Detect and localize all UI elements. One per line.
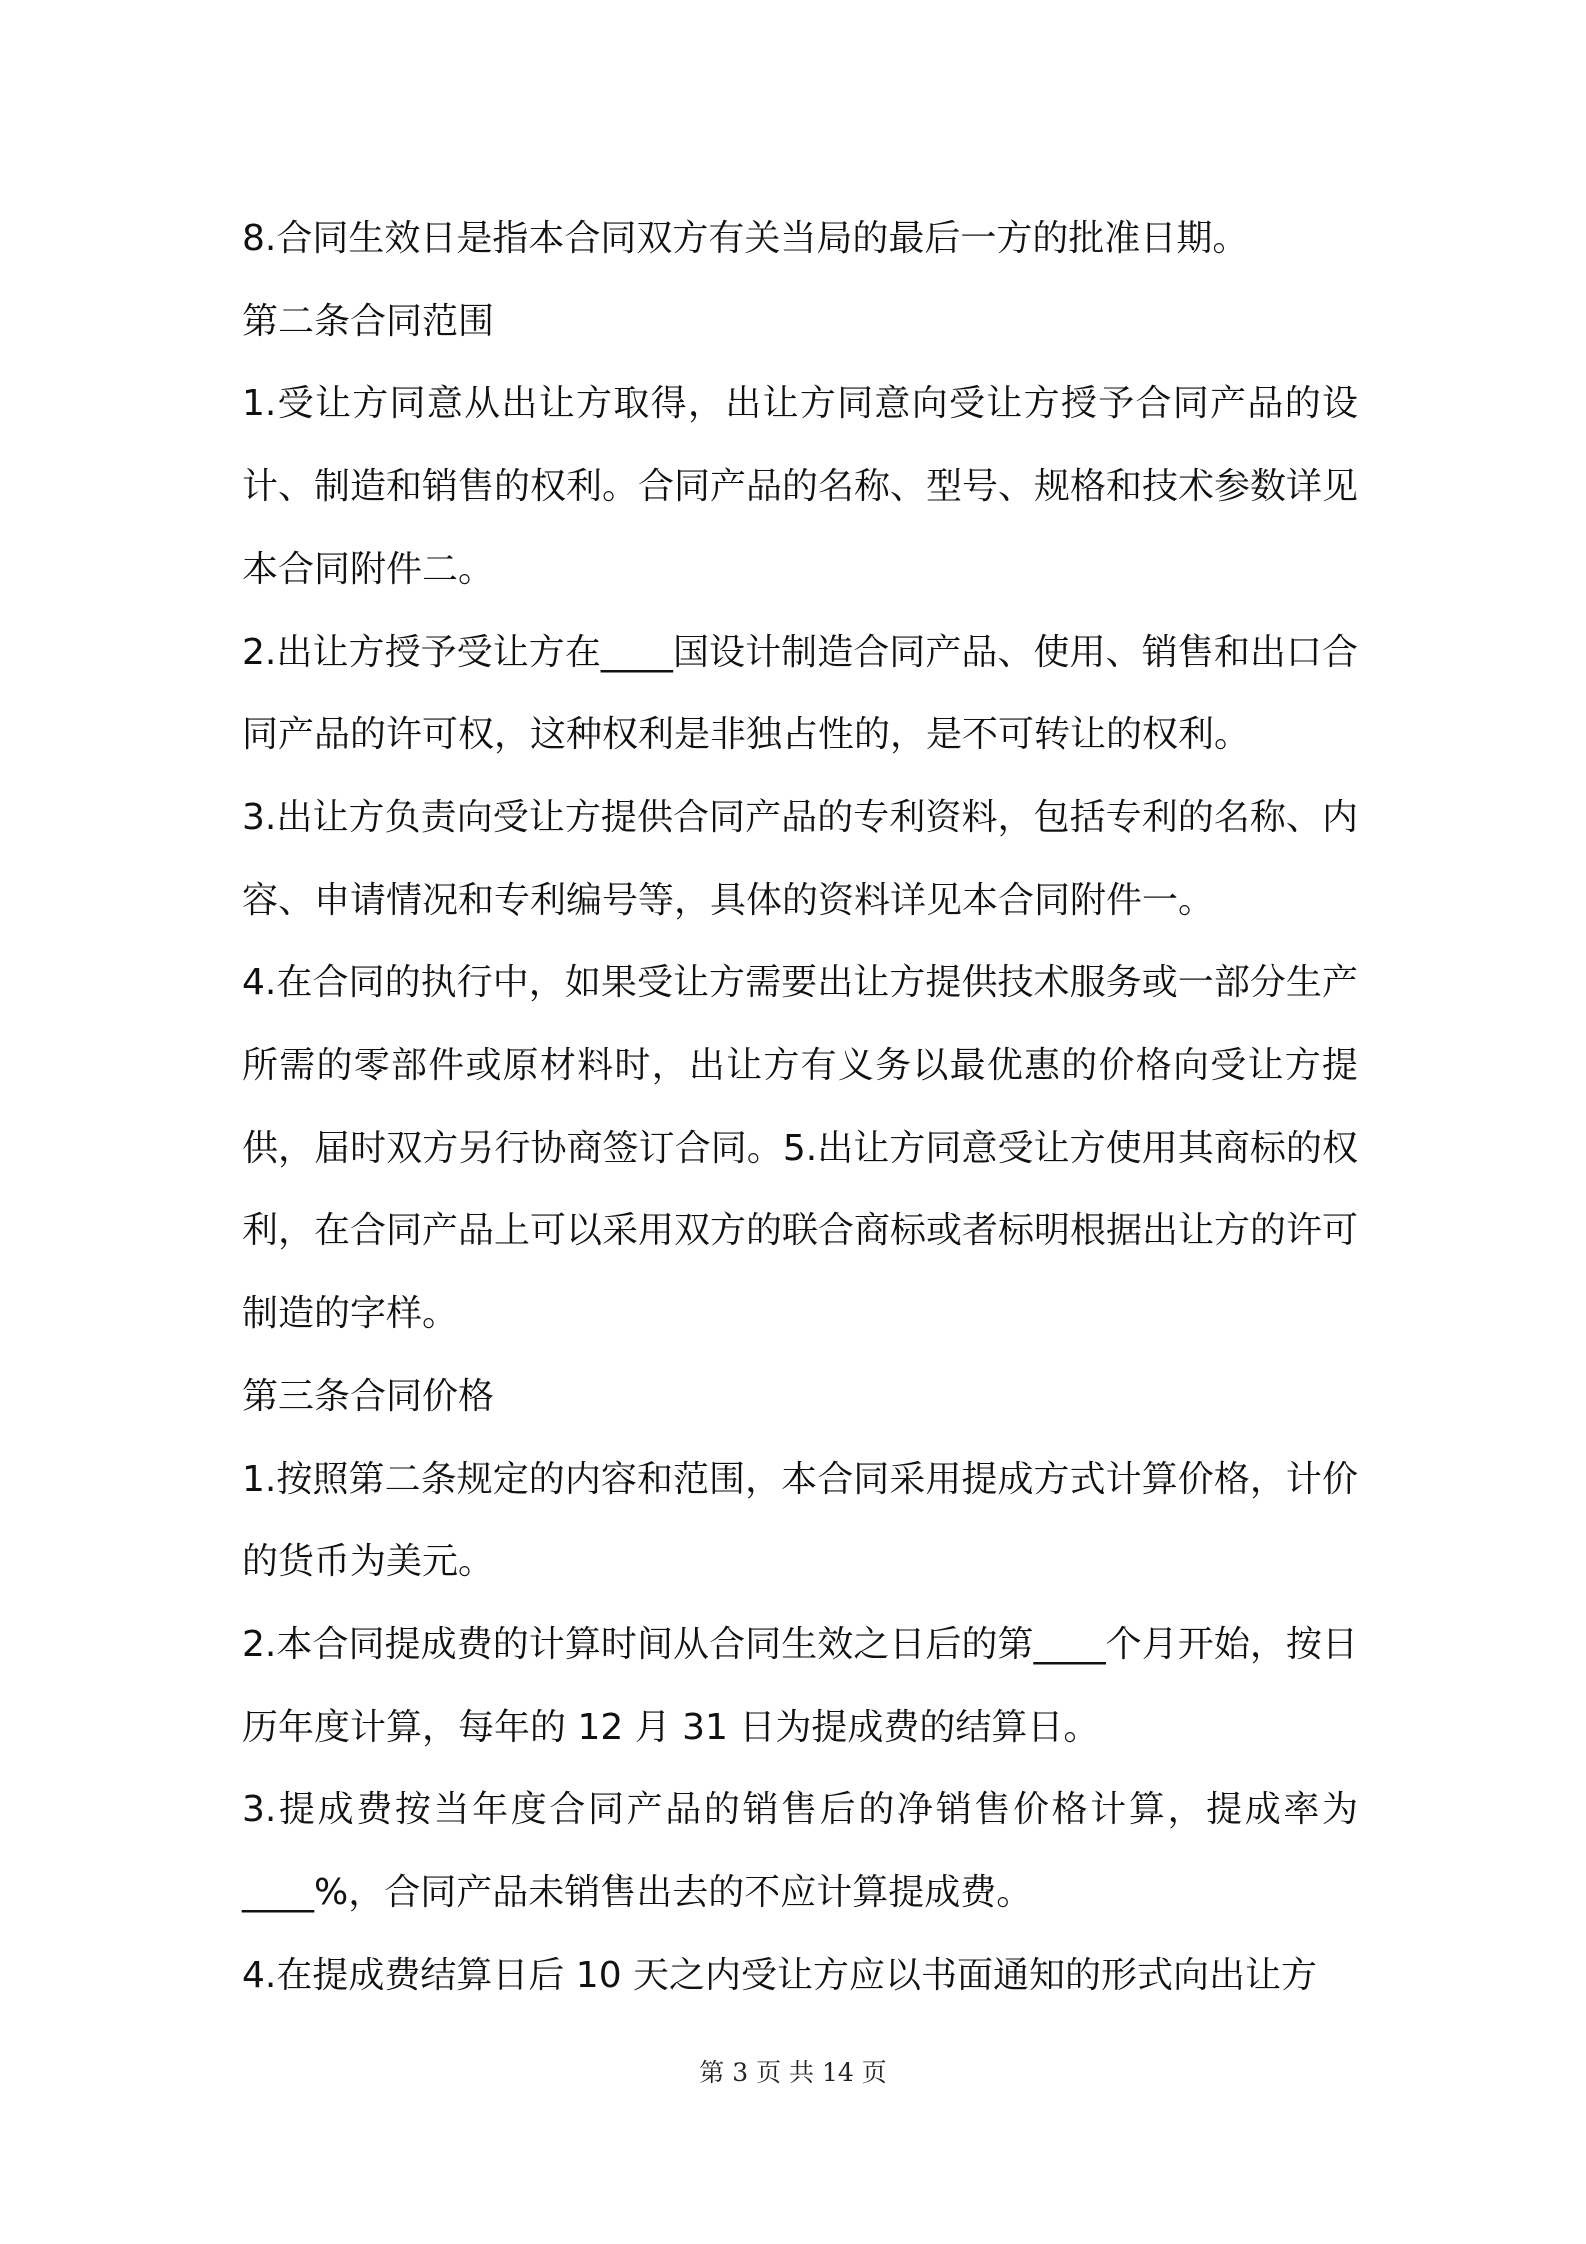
article-3-item-3: 3.提成费按当年度合同产品的销售后的净销售价格计算，提成率为____%，合同产品未销售出去的不应计算提成费。 <box>242 1789 1358 1914</box>
document-body <box>242 198 1358 2017</box>
page-number-footer: 第 3 页 共 14 页 <box>699 2058 887 2087</box>
article-2-item-1: 1.受让方同意从出让方取得，出让方同意向受让方授予合同产品的设计、制造和销售的权利。合同产品的名称、型号、规格和技术参数详见本合同附件二。 <box>242 383 1359 590</box>
article-2-item-4-5: 4.在合同的执行中，如果受让方需要出让方提供技术服务或一部分生产所需的零部件或原材料时，出让方有义务以最优惠的价格向受让方提供，届时双方另行协商签订合同。5.出让方同意受让方使用其商标的权利，在合同产品上可以采用双方的联合商标或者标明根据出让方的许可制造的字样。 <box>242 962 1359 1335</box>
article-2-item-3: 3.出让方负责向受让方提供合同产品的专利资料，包括专利的名称、内容、申请情况和专利编号等，具体的资料详见本合同附件一。 <box>242 796 1358 921</box>
clause-8-effective-date: 8.合同生效日是指本合同双方有关当局的最后一方的批准日期。 <box>242 218 1249 259</box>
article-3-item-1: 1.按照第二条规定的内容和范围，本合同采用提成方式计算价格，计价的货币为美元。 <box>242 1458 1358 1583</box>
article-3-item-2: 2.本合同提成费的计算时间从合同生效之日后的第____个月开始，按日历年度计算，每年的 12 月 31 日为提成费的结算日。 <box>242 1623 1358 1748</box>
article-2-heading: 第二条合同范围 <box>242 300 495 342</box>
article-2-item-2: 2.出让方授予受让方在____国设计制造合同产品、使用、销售和出口合同产品的许可权，这种权利是非独占性的，是不可转让的权利。 <box>242 631 1358 756</box>
article-3-heading: 第三条合同价格 <box>242 1375 495 1417</box>
article-3-item-4: 4.在提成费结算日后 10 天之内受让方应以书面通知的形式向出让方 <box>242 1954 1318 1996</box>
